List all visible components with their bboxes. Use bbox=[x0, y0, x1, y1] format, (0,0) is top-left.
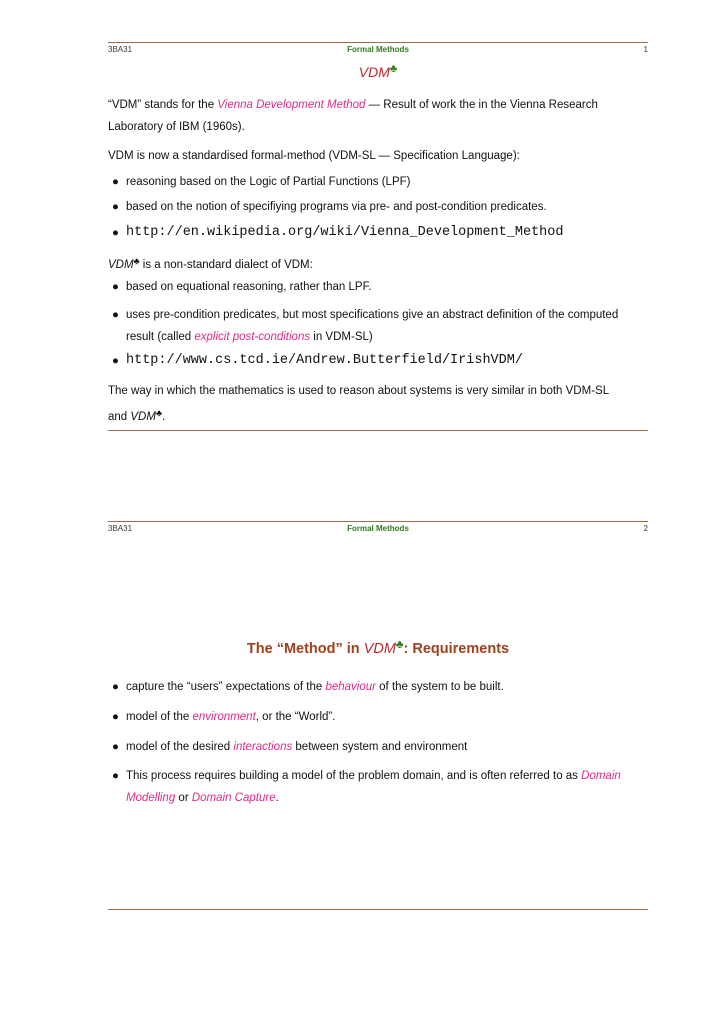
bullet-icon: ● bbox=[112, 227, 119, 239]
dialect-line: VDM♣ is a non-standard dialect of VDM: bbox=[108, 256, 313, 272]
slide-2-top-rule bbox=[108, 521, 648, 522]
wikipedia-link[interactable]: http://en.wikipedia.org/wiki/Vienna_Development_Method bbox=[126, 225, 564, 240]
slide-2-bottom-rule bbox=[108, 909, 648, 910]
term-modelling: Modelling bbox=[126, 792, 176, 804]
bullet-icon: ● bbox=[112, 681, 119, 693]
term-behaviour: behaviour bbox=[325, 681, 376, 693]
bullet-icon: ● bbox=[112, 355, 119, 367]
bullet-icon: ● bbox=[112, 281, 119, 293]
slide-2: 3BA31 Formal Methods 2 The “Method” in VDM♣: Requirements ● capture the “users” expectations of the behaviour of the system to be built. ● model of the environment, or the “World”. ● model of the desired interactions between system and environment ● This process requires building a model of the problem domain, and is often referred to as Domain Modelling or Domain Capture. bbox=[108, 0, 648, 1019]
term-environment: environment bbox=[192, 711, 256, 723]
page-number: 2 bbox=[643, 524, 648, 533]
bullet-icon: ● bbox=[112, 176, 119, 188]
club-icon: ♣ bbox=[395, 638, 404, 651]
bullet-icon: ● bbox=[112, 770, 119, 782]
slide-1: 3BA31 Formal Methods 1 VDM♣ “VDM” stands for the Vienna Development Method — Result of work the in the Vienna Research Laboratory of IBM (1960s). VDM is now a standardised formal-method (VDM-SL — Specification Language): ● reasoning based on the Logic of Partial Functions (LPF) ● based on the notion of specifiying programs via pre- and post-condition predicates. ● http://en.wikipedia.org/wiki/Vienna_Development_Method VDM♣ is a non-standard dialect of VDM: ● based on equational reasoning, rather than LPF. ● uses pre-condition predicates, but most specifications give an abstract definition of the computed result (called explicit post-conditions in VDM-SL) ● http://www.cs.tcd.ie/Andrew.Butterfield/IrishVDM/ The way in which the mathematics is used to reason about systems is very similar in both VDM-SL and VDM♣. bbox=[108, 0, 648, 440]
bullet-icon: ● bbox=[112, 711, 119, 723]
club-icon: ♣ bbox=[389, 63, 398, 75]
bullet-icon: ● bbox=[112, 201, 119, 213]
slide-2-title: The “Method” in VDM♣: Requirements bbox=[246, 638, 510, 658]
course-code: 3BA31 bbox=[108, 45, 133, 54]
course-code: 3BA31 bbox=[108, 524, 133, 533]
term-explicit-post-conditions: explicit post-conditions bbox=[194, 331, 311, 343]
bullet-icon: ● bbox=[112, 309, 119, 321]
course-title: Formal Methods bbox=[347, 45, 409, 54]
bullet-icon: ● bbox=[112, 741, 119, 753]
term-domain-capture: Domain Capture bbox=[191, 792, 276, 804]
slide-2-header bbox=[108, 524, 648, 536]
closing-paragraph: The way in which the mathematics is used to reason about systems is very similar in both VDM-SL and VDM♣. bbox=[108, 385, 610, 424]
intro-paragraph: “VDM” stands for the Vienna Development Method — Result of work the in the Vienna Research Laboratory of IBM (1960s). bbox=[108, 99, 598, 133]
course-title: Formal Methods bbox=[347, 524, 409, 533]
term-interactions: interactions bbox=[233, 741, 293, 753]
club-icon: ♣ bbox=[155, 408, 162, 418]
irishvdm-link[interactable]: http://www.cs.tcd.ie/Andrew.Butterfield/IrishVDM/ bbox=[126, 353, 523, 368]
term-vienna-development-method: Vienna Development Method bbox=[217, 99, 366, 111]
club-icon: ♣ bbox=[133, 256, 140, 266]
term-domain: Domain bbox=[581, 770, 621, 782]
slide-1-title: VDM♣ bbox=[358, 63, 398, 81]
standardised-line: VDM is now a standardised formal-method (VDM-SL — Specification Language): bbox=[108, 150, 520, 162]
page-number: 1 bbox=[643, 45, 648, 54]
